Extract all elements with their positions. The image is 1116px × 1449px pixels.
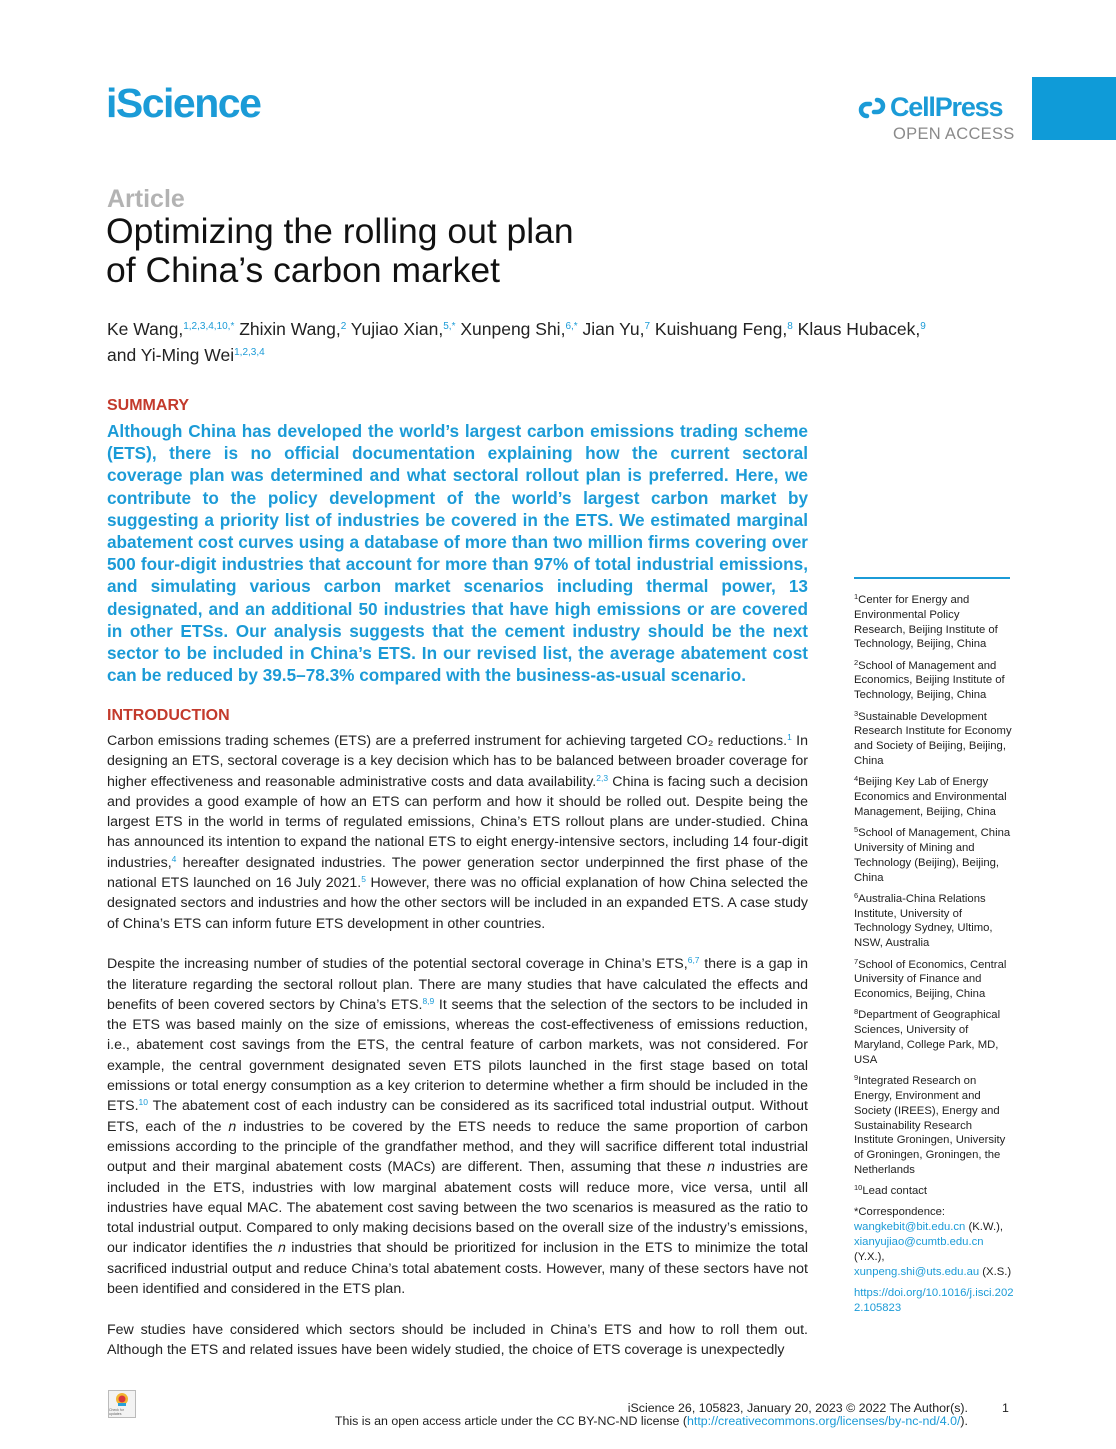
correspondence-label: *Correspondence: (854, 1206, 946, 1219)
affiliation-text: Lead contact (862, 1185, 928, 1198)
citation-ref[interactable]: 6,7 (687, 955, 700, 966)
affiliation-text: Department of Geographical Sciences, University of Maryland, College Park, MD, USA (854, 1009, 1001, 1066)
text-segment: hereafter designated industries. The power generation sector underpinned the first phase of the national ETS launched on 16 July 2021. (107, 854, 808, 892)
correspondent-initials: (K.W.), (965, 1221, 1003, 1234)
affiliation-text: Integrated Research on Energy, Environment and Society (IREES), Energy and Sustainability Research Institute Groningen, University of Groningen, Groningen, the Netherlands (854, 1075, 1006, 1176)
author-affiliation-sup: 1,2,3,4 (234, 347, 265, 358)
title-line: of China’s carbon market (106, 250, 500, 290)
doi-link[interactable]: https://doi.org/10.1016/j.isci.2022.105823 (854, 1286, 1014, 1314)
affiliation-text: Center for Energy and Environmental Policy Research, Beijing Institute of Technology, Beijing, China (854, 594, 998, 651)
correspondent-initials: (X.S.) (979, 1265, 1012, 1278)
title-line: Optimizing the rolling out plan (106, 211, 574, 251)
affiliation-text: Sustainable Development Research Institute for Economy and Society of Beijing, Beijing, China (854, 710, 1012, 767)
affiliation-number: 3 (854, 708, 859, 718)
license-text: This is an open access article under the CC BY-NC-ND license ( (334, 1414, 688, 1428)
affiliation-text: School of Management and Economics, Beijing Institute of Technology, Beijing, China (854, 659, 1005, 702)
citation-ref[interactable]: 1 (787, 732, 792, 742)
author-affiliation-sup: 8 (787, 321, 793, 332)
affiliation-item (854, 958, 1014, 1002)
affiliation-number: 5 (854, 825, 859, 835)
affiliation-number: 10 (854, 1183, 863, 1193)
affiliation-item (854, 1008, 1014, 1067)
author-affiliation-sup: 7 (644, 321, 651, 332)
author-affiliation-sup: 2 (340, 321, 347, 332)
text-segment: In designing an ETS, sectoral coverage is a key decision which has to be balanced between broader coverage for higher effectiveness and reasonable administrative costs and data availability. (107, 733, 808, 790)
italic-variable: n (228, 1118, 237, 1135)
check-updates-icon (115, 1392, 129, 1408)
affiliation-number: 1 (854, 592, 859, 601)
text-segment: Few studies have considered which sectors should be included in China’s ETS and how to roll them out. Although the ETS and related issues have been widely studied, the choice of ETS coverage is unexpectedly (107, 1321, 808, 1358)
affiliation-item (854, 1184, 1014, 1199)
correspondence (854, 1205, 1014, 1279)
author-name: Xunpeng Shi, (455, 319, 566, 339)
text-segment: The abatement cost of each industry can be considered as its sacrificed total industrial output. Without ETS, each of the (107, 1098, 808, 1135)
correspondent-initials: (Y.X.), (854, 1250, 885, 1263)
introduction-body (107, 731, 808, 1381)
author-name: Yujiao Xian, (346, 319, 444, 339)
affiliation-item (854, 593, 1014, 652)
citation-ref[interactable]: 4 (171, 853, 177, 864)
publisher-name: CellPress (890, 92, 1003, 122)
journal-logo: iScience (106, 80, 261, 126)
affiliation-item (854, 775, 1014, 819)
license-text-end: ). (960, 1414, 968, 1428)
summary-heading: SUMMARY (107, 397, 190, 414)
article-type: Article (107, 185, 185, 213)
citation-line: iScience 26, 105823, January 20, 2023 © 2022 The Author(s). (627, 1401, 968, 1415)
citation-ref[interactable]: 5 (361, 874, 366, 885)
text-segment: Despite the increasing number of studies of the potential sectoral coverage in China’s ETS, (107, 956, 688, 973)
affiliation-number: 6 (854, 890, 859, 900)
text-segment: industries that should be prioritized for inclusion in the ETS to minimize the total sacrificed industrial output and reduce China’s total abatement costs. However, many of these sectors have not been identified and considered in the ETS plan. (107, 1240, 808, 1298)
author-list (107, 316, 1007, 368)
italic-variable: n (278, 1240, 286, 1257)
cellpress-mark-icon (858, 94, 886, 122)
text-segment: industries to be covered by the ETS needs to reduce the same proportion of carbon emissions according to the principle of the grandfather method, and they will sacrifice different total industrial output and their marginal abatement costs (MACs) are different. Then, assuming that these (107, 1118, 808, 1176)
affiliation-number: 8 (854, 1007, 859, 1017)
author-name: Klaus Hubacek, (792, 319, 921, 339)
author-name: Ke Wang, (107, 319, 184, 339)
paragraph (107, 954, 808, 1299)
license-link[interactable]: http://creativecommons.org/licenses/by-nc-nd/4.0/ (687, 1414, 961, 1428)
affiliation-number: 4 (854, 774, 859, 784)
author-affiliation-sup: 6,* (565, 321, 578, 332)
citation-ref[interactable]: 8,9 (422, 995, 435, 1006)
cellpress-logo (858, 92, 1002, 123)
italic-variable: n (707, 1159, 716, 1176)
paragraph (107, 731, 808, 934)
brand-color-block (1032, 77, 1116, 140)
affiliation-text: Australia-China Relations Institute, University of Technology Sydney, Ultimo, NSW, Australia (854, 892, 993, 950)
summary-text: Although China has developed the world’s largest carbon emissions trading scheme (ETS), there is no official documentation explaining how the current sectoral coverage plan was determined and what sectoral rollout plan is preferred. Here, we contribute to the policy development of the world’s largest carbon market by suggesting a priority list of industries be covered in the ETS. We estimated marginal abatement cost curves using a database of more than two million firms covering over 500 four-digit industries that account for more than 97% of total industrial emissions, and simulating various carbon market scenarios including thermal power, 13 designated, and an additional 50 industries that have high emissions or are covered in other ETSs. Our analysis suggests that the cement industry should be the next sector to be included in China’s ETS. In our revised list, the average abatement cost can be reduced by 39.5–78.3% compared with the business-as-usual scenario. (107, 421, 808, 686)
affiliation-item (854, 659, 1014, 703)
author-name: and Yi-Ming Wei (107, 345, 235, 365)
email-link[interactable]: wangkebit@bit.edu.cn (854, 1221, 966, 1234)
affiliations (854, 593, 1014, 1316)
affiliation-text: School of Management, China University of Mining and Technology (Beijing), Beijing, China (854, 827, 1011, 884)
author-affiliation-sup: 1,2,3,4,10,* (183, 321, 235, 332)
affiliation-number: 7 (854, 956, 859, 966)
introduction-heading: INTRODUCTION (107, 707, 230, 724)
citation-ref[interactable]: 10 (138, 1097, 149, 1108)
affiliation-item (854, 892, 1014, 951)
open-access-label: OPEN ACCESS (893, 125, 1015, 143)
text-segment: China is facing such a decision and provides a good example of how an ETS can perform and how it should be rolled out. Despite being the largest ETS in the world in terms of regulated emissions, China’s ETS rollout plans are under-studied. China has announced its intention to expand the national ETS to eight energy-intensive sectors, including 14 four-digit industries, (107, 773, 808, 871)
check-for-updates-badge[interactable] (108, 1390, 136, 1418)
affiliation-number: 2 (854, 657, 859, 667)
text-segment: However, there was no official explanation of how China selected the designated sectors and industries and how the other sectors will be included in an expanded ETS. A case study of China’s ETS can inform future ETS development in other countries. (107, 875, 808, 932)
affiliation-item (854, 1074, 1014, 1178)
affiliation-text: Beijing Key Lab of Energy Economics and Environmental Management, Beijing, China (854, 776, 1007, 818)
article-title (106, 212, 574, 290)
page-number: 1 (1002, 1401, 1009, 1415)
email-link[interactable]: xunpeng.shi@uts.edu.au (854, 1265, 980, 1278)
text-segment: It seems that the selection of the sectors to be included in the ETS was based mainly on the size of emissions, whereas the cost-effectiveness of emissions reduction, i.e., abatement cost savings from the ETS, the central feature of carbon markets, was not considered. For example, the central government designated seven ETS pilots launched in the first stage based on total emissions or total energy consumption as a key criterion to determine whether a firm should be included in the ETS. (107, 996, 808, 1115)
text-segment: industries are included in the ETS, industries with low marginal abatement costs will reduce more, vice versa, until all industries have equal MAC. The abatement cost saving between the two scenarios is measured as the ratio to total industrial output. Compared to only making decisions based on the overall size of the industry’s emissions, our indicator identifies the (107, 1159, 808, 1257)
text-segment: there is a gap in the literature regarding the sectoral rollout plan. There are many studies that have calculated the effects and benefits of been covered sectors by China’s ETS. (107, 956, 808, 1013)
text-segment: Carbon emissions trading schemes (ETS) are a preferred instrument for achieving targeted CO₂ reductions. (107, 733, 788, 749)
citation-ref[interactable]: 2,3 (596, 772, 609, 783)
author-name: Jian Yu, (577, 319, 645, 339)
sidebar-divider (854, 577, 1010, 579)
check-updates-label: Check for updates (109, 1408, 124, 1416)
email-link[interactable]: xianyujiao@cumtb.edu.cn (854, 1236, 984, 1249)
affiliation-text: School of Economics, Central University of Finance and Economics, Beijing, China (854, 958, 1007, 1001)
author-affiliation-sup: 5,* (443, 321, 456, 332)
affiliation-item (854, 826, 1014, 885)
author-name: Zhixin Wang, (234, 319, 341, 339)
affiliation-number: 9 (854, 1073, 859, 1083)
affiliation-item (854, 710, 1014, 769)
author-name: Kuishuang Feng, (650, 319, 788, 339)
paragraph (107, 1320, 808, 1361)
author-affiliation-sup: 9 (920, 321, 926, 332)
license-line (335, 1414, 968, 1428)
